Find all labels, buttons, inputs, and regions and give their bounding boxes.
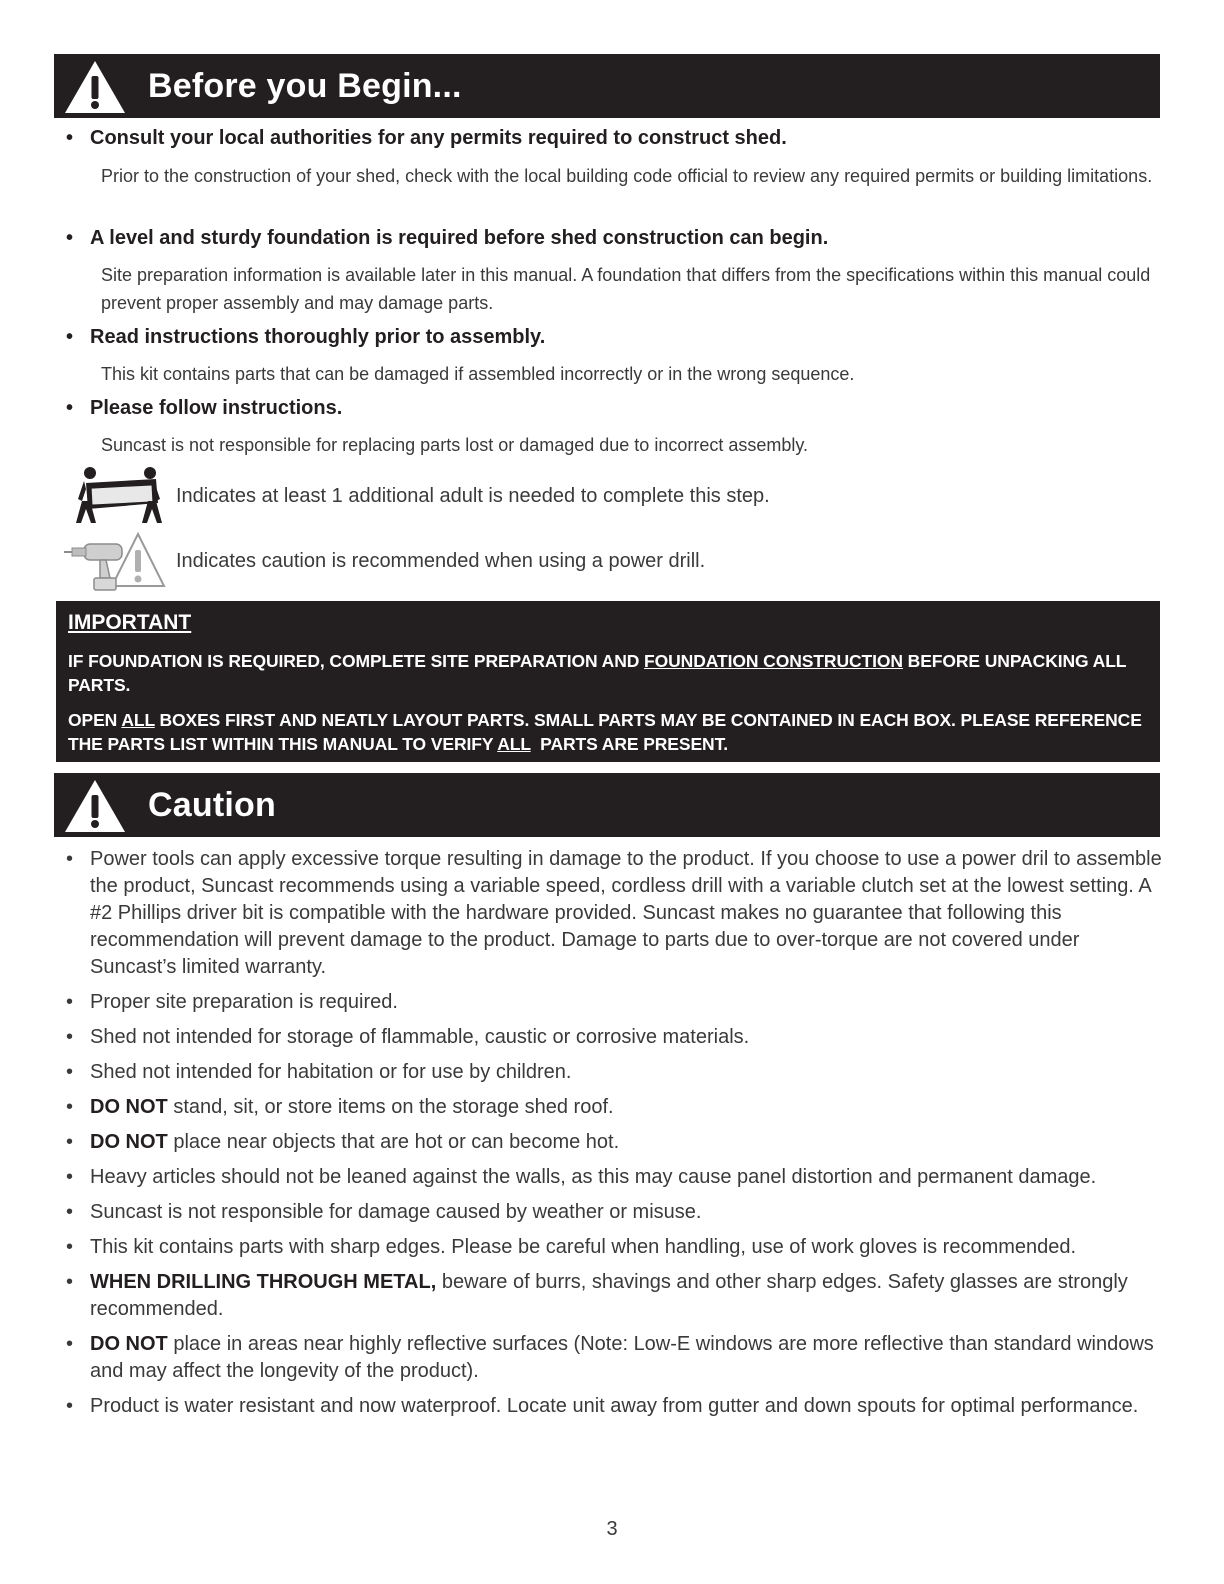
important-paragraph: OPEN ALL BOXES FIRST AND NEATLY LAYOUT PARTS. SMALL PARTS MAY BE CONTAINED IN EACH BOX. PLEASE REFERENCE THE PARTS LIST WITHIN THIS MANUAL TO VERIFY ALL PARTS ARE PRESENT. [68,710,1142,754]
list-item: • DO NOT place near objects that are hot or can become hot. [66,1131,620,1153]
caution-list [66,846,1162,1428]
before-you-begin-banner [54,54,1160,118]
list-item: • Shed not intended for habitation or for use by children. [66,1061,572,1083]
begin-item-heading: • Please follow instructions. [66,397,343,419]
important-paragraph: IF FOUNDATION IS REQUIRED, COMPLETE SITE PREPARATION AND FOUNDATION CONSTRUCTION BEFORE UNPACKING ALL PARTS. [68,651,1127,695]
important-title: IMPORTANT [68,611,192,634]
legend-two-person [60,466,1060,526]
section-title: Before you Begin... [148,67,462,105]
section-title: Caution [148,786,276,824]
begin-item-body: Suncast is not responsible for replacing parts lost or damaged due to incorrect assembly. [101,435,809,455]
caution-banner [54,773,1160,837]
page-number: 3 [606,1518,618,1540]
warning-triangle-icon [62,58,128,116]
begin-item-heading: • A level and sturdy foundation is required before shed construction can begin. [66,227,829,249]
legend-text: Indicates at least 1 additional adult is needed to complete this step. [176,484,770,507]
list-item: • DO NOT stand, sit, or store items on the storage shed roof. [66,1096,614,1118]
list-item: • DO NOT place in areas near highly reflective surfaces (Note: Low-E windows are more reflective than standard windows and may affect the longevity of the product). [66,1333,1154,1382]
list-item: • WHEN DRILLING THROUGH METAL, beware of burrs, shavings and other sharp edges. Safety glasses are strongly recommended. [66,1271,1128,1320]
warning-triangle-icon [62,777,128,835]
list-item: • Power tools can apply excessive torque resulting in damage to the product. If you choose to use a power dril to assemble the product, Suncast recommends using a variable speed, cordless drill with a variable clutch set at the lowest setting. A #2 Phillips driver bit is compatible with the hardware provided. Suncast makes no guarantee that following this recommendation will prevent damage to the product. Damage to parts due to over-torque are not covered under Suncast’s limited warranty. [66,848,1162,978]
legend-power-drill [60,530,1060,592]
begin-item-body: Prior to the construction of your shed, check with the local building code official to review any required permits or building limitations. [101,166,1153,186]
important-notice [56,601,1160,762]
begin-item-body: This kit contains parts that can be damaged if assembled incorrectly or in the wrong sequence. [101,364,855,384]
list-item: • Shed not intended for storage of flammable, caustic or corrosive materials. [66,1026,750,1048]
list-item: • Heavy articles should not be leaned against the walls, as this may cause panel distortion and permanent damage. [66,1166,1097,1188]
begin-item-heading: • Consult your local authorities for any permits required to construct shed. [66,127,787,149]
power-drill-caution-icon [60,530,168,592]
list-item: • Proper site preparation is required. [66,991,398,1013]
two-person-lift-icon [60,465,168,527]
list-item: • This kit contains parts with sharp edges. Please be careful when handling, use of work gloves is recommended. [66,1236,1077,1258]
begin-item-heading: • Read instructions thoroughly prior to assembly. [66,326,546,348]
list-item: • Product is water resistant and now waterproof. Locate unit away from gutter and down spouts for optimal performance. [66,1395,1139,1417]
legend-text: Indicates caution is recommended when using a power drill. [176,549,706,572]
begin-item-body: Site preparation information is available later in this manual. A foundation that differs from the specifications within this manual could prevent proper assembly and may damage parts. [101,265,1151,313]
list-item: • Suncast is not responsible for damage caused by weather or misuse. [66,1201,702,1223]
